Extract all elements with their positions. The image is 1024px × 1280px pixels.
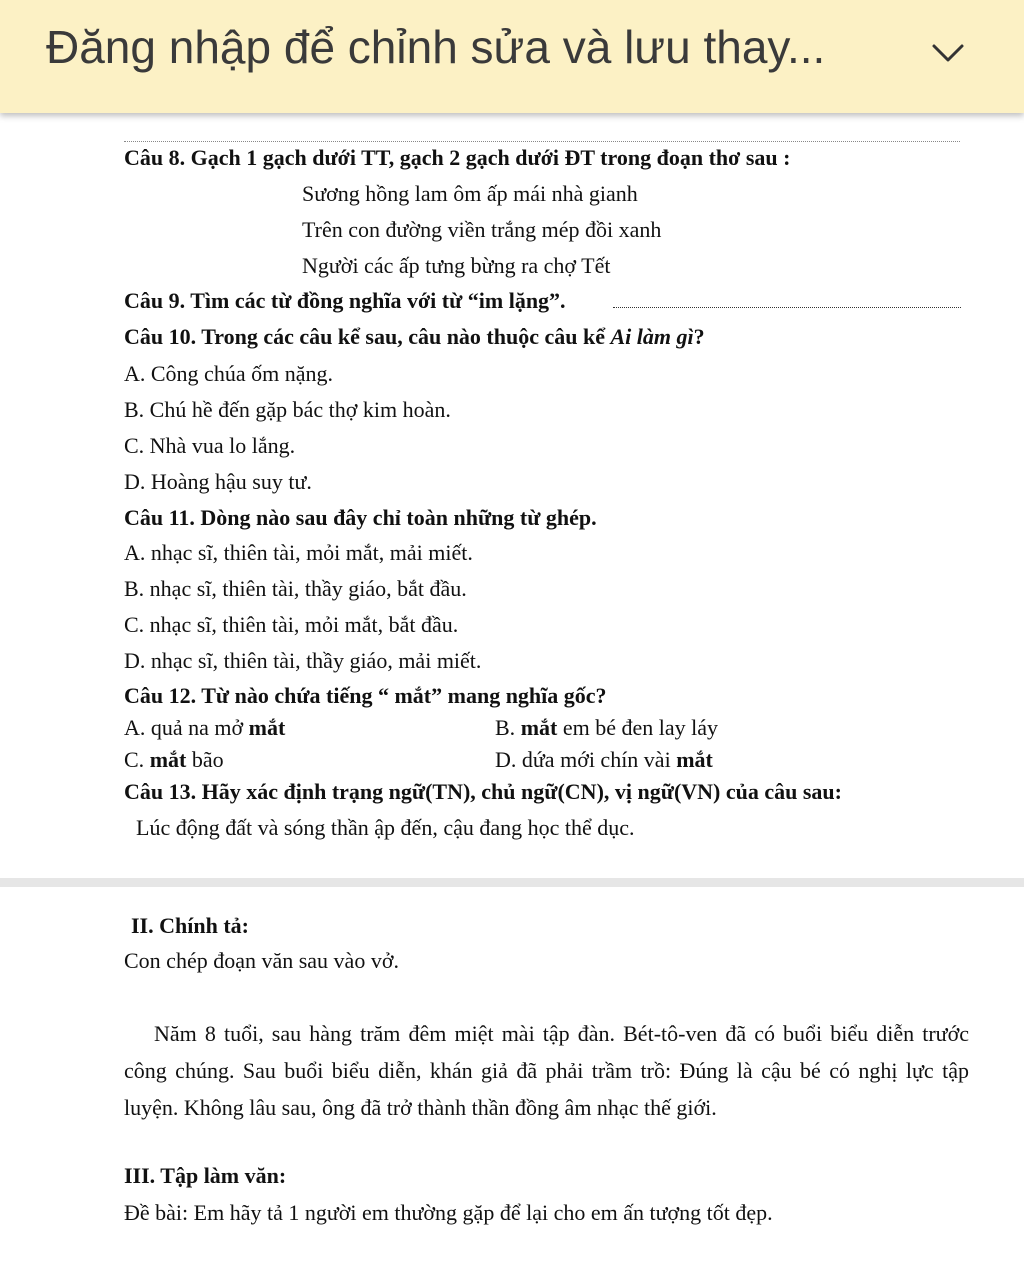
poem-line: Sương hồng lam ôm ấp mái nhà gianh <box>302 181 638 206</box>
section-3-heading: III. Tập làm văn: <box>124 1163 287 1188</box>
question-12-option-b <box>495 717 718 739</box>
question-10-title <box>124 326 705 348</box>
question-12-option-d <box>495 749 713 771</box>
question-11-option-a: A. nhạc sĩ, thiên tài, mỏi mắt, mải miết. <box>124 540 473 565</box>
question-10-suffix: ? <box>693 324 705 349</box>
question-10-option-b: B. Chú hề đến gặp bác thợ kim hoàn. <box>124 397 451 422</box>
question-11-option-d: D. nhạc sĩ, thiên tài, thầy giáo, mải miết. <box>124 648 482 673</box>
document-page-1 <box>0 113 1024 878</box>
option-text: C. <box>124 747 150 772</box>
section-3-prompt: Đề bài: Em hãy tả 1 người em thường gặp để lại cho em ấn tượng tốt đẹp. <box>124 1200 773 1225</box>
question-11-option-b: B. nhạc sĩ, thiên tài, thầy giáo, bắt đầu. <box>124 576 467 601</box>
question-12-option-c <box>124 749 224 771</box>
question-13-sentence: Lúc động đất và sóng thần ập đến, cậu đang học thể dục. <box>136 815 635 840</box>
option-text: A. quả na mở <box>124 715 249 740</box>
section-2-paragraph: Năm 8 tuổi, sau hàng trăm đêm miệt mài tập đàn. Bét-tô-ven đã có buổi biểu diễn trước công chúng. Sau buổi biểu diễn, khán giả đã phải trầm trồ: Đúng là cậu bé có nghị lực tập luyện. Không lâu sau, ông đã trở thành thần đồng âm nhạc thế giới. <box>124 1021 969 1120</box>
option-text: D. dứa mới chín vài <box>495 747 677 772</box>
poem-line: Trên con đường viền trắng mép đồi xanh <box>302 217 662 242</box>
question-10-prefix: Câu 10. Trong các câu kể sau, câu nào thuộc câu kể <box>124 324 611 349</box>
question-10-option-c: C. Nhà vua lo lắng. <box>124 433 296 458</box>
question-8-title: Câu 8. Gạch 1 gạch dưới TT, gạch 2 gạch dưới ĐT trong đoạn thơ sau : <box>124 145 791 170</box>
edit-login-banner[interactable] <box>0 0 1024 113</box>
answer-dotted-line <box>613 307 961 308</box>
option-text: bão <box>186 747 224 772</box>
question-10-italic: Ai làm gì <box>610 324 694 349</box>
question-12-title: Câu 12. Từ nào chứa tiếng “ mắt” mang nghĩa gốc? <box>124 683 607 708</box>
question-13-title: Câu 13. Hãy xác định trạng ngữ(TN), chủ ngữ(CN), vị ngữ(VN) của câu sau: <box>124 779 842 804</box>
option-keyword: mắt <box>248 715 286 740</box>
question-10-option-d: D. Hoàng hậu suy tư. <box>124 469 312 494</box>
option-keyword: mắt <box>149 747 187 772</box>
option-text: B. <box>495 715 521 740</box>
section-2-instruction: Con chép đoạn văn sau vào vở. <box>124 948 399 973</box>
question-11-option-c: C. nhạc sĩ, thiên tài, mỏi mắt, bắt đầu. <box>124 612 459 637</box>
question-12-option-a <box>124 717 285 739</box>
option-text: em bé đen lay láy <box>557 715 719 740</box>
chevron-down-icon[interactable] <box>926 34 970 74</box>
poem-line: Người các ấp tưng bừng ra chợ Tết <box>302 253 611 278</box>
page-divider <box>124 141 960 142</box>
document-page-2 <box>0 887 1024 1280</box>
section-2-heading: II. Chính tả: <box>131 913 249 938</box>
question-9-title: Câu 9. Tìm các từ đồng nghĩa với từ “im lặng”. <box>124 288 566 313</box>
page-gap <box>0 878 1024 887</box>
question-11-title: Câu 11. Dòng nào sau đây chỉ toàn những từ ghép. <box>124 505 597 530</box>
option-keyword: mắt <box>520 715 558 740</box>
option-keyword: mắt <box>676 747 713 772</box>
banner-title[interactable]: Đăng nhập để chỉnh sửa và lưu thay... <box>46 21 826 73</box>
question-10-option-a: A. Công chúa ốm nặng. <box>124 361 333 386</box>
